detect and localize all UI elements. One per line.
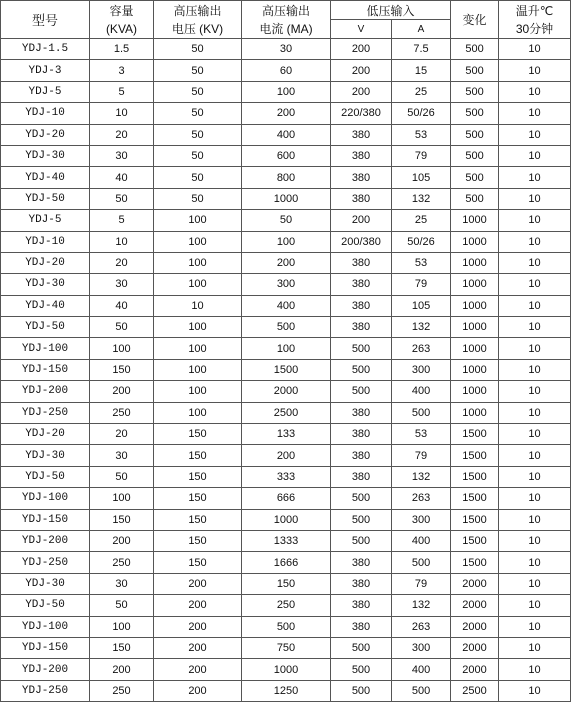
cell-change: 2000	[451, 595, 499, 616]
cell-temp-rise: 10	[499, 231, 571, 252]
cell-lv-current: 132	[392, 317, 451, 338]
cell-change: 1000	[451, 359, 499, 380]
cell-temp-rise: 10	[499, 509, 571, 530]
cell-lv-current: 263	[392, 616, 451, 637]
cell-lv-current: 500	[392, 552, 451, 573]
cell-hv-voltage: 100	[154, 274, 242, 295]
cell-hv-current: 1000	[242, 188, 331, 209]
cell-capacity: 10	[90, 103, 154, 124]
cell-capacity: 150	[90, 637, 154, 658]
cell-model: YDJ-50	[1, 595, 90, 616]
cell-lv-current: 79	[392, 573, 451, 594]
cell-hv-voltage: 50	[154, 39, 242, 60]
cell-change: 2000	[451, 659, 499, 680]
cell-temp-rise: 10	[499, 637, 571, 658]
cell-lv-current: 500	[392, 402, 451, 423]
cell-change: 1000	[451, 274, 499, 295]
cell-hv-current: 300	[242, 274, 331, 295]
cell-temp-rise: 10	[499, 530, 571, 551]
cell-lv-voltage: 380	[331, 424, 392, 445]
table-row	[1, 252, 571, 273]
cell-capacity: 100	[90, 338, 154, 359]
cell-hv-voltage: 100	[154, 338, 242, 359]
cell-temp-rise: 10	[499, 124, 571, 145]
cell-lv-current: 79	[392, 145, 451, 166]
table-row	[1, 680, 571, 701]
cell-capacity: 200	[90, 659, 154, 680]
table-row	[1, 231, 571, 252]
cell-temp-rise: 10	[499, 488, 571, 509]
cell-lv-current: 53	[392, 252, 451, 273]
cell-model: YDJ-30	[1, 573, 90, 594]
cell-model: YDJ-3	[1, 60, 90, 81]
cell-capacity: 40	[90, 295, 154, 316]
cell-lv-current: 25	[392, 210, 451, 231]
cell-model: YDJ-200	[1, 659, 90, 680]
cell-capacity: 30	[90, 274, 154, 295]
cell-temp-rise: 10	[499, 338, 571, 359]
cell-lv-voltage: 500	[331, 338, 392, 359]
cell-temp-rise: 10	[499, 680, 571, 701]
cell-change: 500	[451, 124, 499, 145]
cell-hv-voltage: 150	[154, 466, 242, 487]
cell-change: 1500	[451, 530, 499, 551]
cell-temp-rise: 10	[499, 573, 571, 594]
table-row	[1, 509, 571, 530]
cell-lv-current: 132	[392, 466, 451, 487]
cell-lv-voltage: 380	[331, 595, 392, 616]
cell-capacity: 250	[90, 552, 154, 573]
cell-hv-voltage: 150	[154, 488, 242, 509]
cell-lv-current: 500	[392, 680, 451, 701]
cell-hv-current: 200	[242, 103, 331, 124]
cell-change: 1000	[451, 210, 499, 231]
cell-change: 500	[451, 167, 499, 188]
cell-hv-current: 200	[242, 252, 331, 273]
table-row	[1, 145, 571, 166]
cell-model: YDJ-40	[1, 295, 90, 316]
table-row	[1, 552, 571, 573]
cell-capacity: 20	[90, 124, 154, 145]
table-row	[1, 445, 571, 466]
cell-hv-current: 1333	[242, 530, 331, 551]
cell-capacity: 3	[90, 60, 154, 81]
cell-lv-current: 15	[392, 60, 451, 81]
cell-hv-voltage: 50	[154, 145, 242, 166]
cell-lv-voltage: 380	[331, 466, 392, 487]
table-row	[1, 466, 571, 487]
cell-lv-voltage: 500	[331, 488, 392, 509]
cell-lv-voltage: 380	[331, 573, 392, 594]
cell-hv-voltage: 200	[154, 616, 242, 637]
cell-temp-rise: 10	[499, 274, 571, 295]
cell-change: 500	[451, 39, 499, 60]
cell-capacity: 150	[90, 359, 154, 380]
cell-hv-current: 133	[242, 424, 331, 445]
header-hv-output-current-line1: 高压输出	[261, 3, 310, 18]
cell-lv-current: 53	[392, 124, 451, 145]
cell-temp-rise: 10	[499, 317, 571, 338]
cell-hv-current: 1666	[242, 552, 331, 573]
cell-capacity: 100	[90, 616, 154, 637]
cell-lv-current: 300	[392, 359, 451, 380]
table-row	[1, 359, 571, 380]
cell-hv-voltage: 50	[154, 124, 242, 145]
cell-model: YDJ-50	[1, 188, 90, 209]
table-row	[1, 424, 571, 445]
cell-temp-rise: 10	[499, 381, 571, 402]
cell-capacity: 250	[90, 402, 154, 423]
header-hv-output-voltage-line2: 电压 (KV)	[171, 21, 224, 36]
cell-hv-voltage: 100	[154, 231, 242, 252]
cell-capacity: 20	[90, 424, 154, 445]
cell-hv-current: 500	[242, 616, 331, 637]
cell-lv-current: 263	[392, 338, 451, 359]
cell-lv-voltage: 380	[331, 188, 392, 209]
cell-lv-voltage: 380	[331, 167, 392, 188]
cell-change: 1000	[451, 231, 499, 252]
cell-change: 1500	[451, 466, 499, 487]
cell-change: 1500	[451, 445, 499, 466]
cell-temp-rise: 10	[499, 167, 571, 188]
cell-lv-current: 105	[392, 295, 451, 316]
cell-temp-rise: 10	[499, 616, 571, 637]
cell-hv-current: 60	[242, 60, 331, 81]
cell-change: 500	[451, 81, 499, 102]
table-row	[1, 167, 571, 188]
cell-lv-voltage: 380	[331, 616, 392, 637]
cell-model: YDJ-200	[1, 530, 90, 551]
cell-hv-current: 600	[242, 145, 331, 166]
cell-hv-voltage: 200	[154, 637, 242, 658]
cell-lv-current: 79	[392, 274, 451, 295]
table-row	[1, 659, 571, 680]
cell-capacity: 50	[90, 595, 154, 616]
cell-lv-current: 105	[392, 167, 451, 188]
table-row	[1, 60, 571, 81]
cell-model: YDJ-250	[1, 552, 90, 573]
table-row	[1, 124, 571, 145]
cell-lv-current: 132	[392, 595, 451, 616]
header-capacity-unit: (KVA)	[105, 21, 138, 36]
cell-change: 1500	[451, 552, 499, 573]
cell-hv-voltage: 10	[154, 295, 242, 316]
cell-temp-rise: 10	[499, 659, 571, 680]
cell-hv-current: 750	[242, 637, 331, 658]
cell-lv-current: 50/26	[392, 231, 451, 252]
table-row	[1, 595, 571, 616]
cell-change: 1000	[451, 381, 499, 402]
cell-model: YDJ-100	[1, 338, 90, 359]
cell-lv-voltage: 380	[331, 252, 392, 273]
table-row	[1, 274, 571, 295]
cell-hv-voltage: 100	[154, 252, 242, 273]
table-row	[1, 103, 571, 124]
cell-lv-voltage: 380	[331, 124, 392, 145]
cell-lv-current: 50/26	[392, 103, 451, 124]
cell-hv-current: 800	[242, 167, 331, 188]
cell-lv-current: 25	[392, 81, 451, 102]
cell-hv-current: 2500	[242, 402, 331, 423]
cell-model: YDJ-50	[1, 466, 90, 487]
cell-capacity: 30	[90, 445, 154, 466]
cell-model: YDJ-150	[1, 637, 90, 658]
cell-temp-rise: 10	[499, 60, 571, 81]
cell-model: YDJ-10	[1, 103, 90, 124]
cell-hv-current: 1000	[242, 509, 331, 530]
cell-model: YDJ-50	[1, 317, 90, 338]
cell-hv-current: 30	[242, 39, 331, 60]
cell-hv-voltage: 50	[154, 188, 242, 209]
cell-hv-voltage: 50	[154, 60, 242, 81]
cell-change: 1500	[451, 424, 499, 445]
table-row	[1, 188, 571, 209]
cell-change: 500	[451, 60, 499, 81]
cell-model: YDJ-30	[1, 445, 90, 466]
cell-temp-rise: 10	[499, 188, 571, 209]
cell-model: YDJ-1.5	[1, 39, 90, 60]
cell-model: YDJ-30	[1, 274, 90, 295]
cell-temp-rise: 10	[499, 295, 571, 316]
cell-change: 1500	[451, 509, 499, 530]
table-body	[1, 39, 571, 702]
header-hv-output-voltage-line1: 高压输出	[173, 3, 222, 18]
header-hv-output-current-line2: 电流 (MA)	[259, 21, 313, 36]
cell-change: 1000	[451, 295, 499, 316]
cell-hv-voltage: 50	[154, 167, 242, 188]
header-capacity-label: 容量	[109, 3, 134, 18]
cell-temp-rise: 10	[499, 359, 571, 380]
cell-hv-current: 100	[242, 338, 331, 359]
cell-capacity: 50	[90, 188, 154, 209]
cell-hv-current: 1000	[242, 659, 331, 680]
cell-capacity: 5	[90, 81, 154, 102]
table-row	[1, 381, 571, 402]
cell-hv-current: 500	[242, 317, 331, 338]
cell-hv-current: 1500	[242, 359, 331, 380]
cell-hv-voltage: 150	[154, 552, 242, 573]
cell-hv-voltage: 150	[154, 424, 242, 445]
header-row-top	[1, 1, 571, 20]
cell-capacity: 150	[90, 509, 154, 530]
cell-lv-voltage: 200/380	[331, 231, 392, 252]
cell-lv-voltage: 380	[331, 445, 392, 466]
cell-hv-current: 2000	[242, 381, 331, 402]
cell-model: YDJ-10	[1, 231, 90, 252]
table-row	[1, 39, 571, 60]
cell-lv-voltage: 500	[331, 381, 392, 402]
cell-lv-voltage: 380	[331, 317, 392, 338]
cell-lv-voltage: 220/380	[331, 103, 392, 124]
cell-hv-current: 150	[242, 573, 331, 594]
cell-change: 500	[451, 188, 499, 209]
cell-capacity: 20	[90, 252, 154, 273]
table-row	[1, 210, 571, 231]
cell-lv-voltage: 380	[331, 145, 392, 166]
cell-temp-rise: 10	[499, 39, 571, 60]
cell-lv-voltage: 500	[331, 509, 392, 530]
cell-temp-rise: 10	[499, 424, 571, 445]
cell-change: 1000	[451, 252, 499, 273]
cell-hv-current: 200	[242, 445, 331, 466]
cell-model: YDJ-200	[1, 381, 90, 402]
cell-hv-current: 250	[242, 595, 331, 616]
cell-lv-voltage: 500	[331, 637, 392, 658]
cell-capacity: 50	[90, 466, 154, 487]
header-temp-rise	[499, 1, 571, 39]
table-row	[1, 81, 571, 102]
cell-model: YDJ-20	[1, 252, 90, 273]
cell-hv-voltage: 100	[154, 402, 242, 423]
cell-change: 2000	[451, 573, 499, 594]
cell-lv-current: 79	[392, 445, 451, 466]
cell-lv-voltage: 200	[331, 60, 392, 81]
header-model: 型号	[1, 1, 90, 39]
cell-change: 1500	[451, 488, 499, 509]
cell-hv-current: 400	[242, 124, 331, 145]
header-temp-rise-line1: 温升℃	[515, 3, 554, 18]
cell-lv-voltage: 200	[331, 39, 392, 60]
cell-capacity: 50	[90, 317, 154, 338]
cell-hv-voltage: 200	[154, 680, 242, 701]
cell-model: YDJ-100	[1, 488, 90, 509]
cell-model: YDJ-5	[1, 210, 90, 231]
cell-hv-voltage: 200	[154, 659, 242, 680]
cell-model: YDJ-150	[1, 359, 90, 380]
cell-hv-voltage: 100	[154, 381, 242, 402]
cell-temp-rise: 10	[499, 103, 571, 124]
cell-hv-current: 50	[242, 210, 331, 231]
cell-temp-rise: 10	[499, 466, 571, 487]
cell-model: YDJ-150	[1, 509, 90, 530]
header-lv-input: 低压输入	[331, 1, 451, 20]
cell-model: YDJ-250	[1, 680, 90, 701]
cell-lv-current: 400	[392, 659, 451, 680]
cell-capacity: 5	[90, 210, 154, 231]
header-temp-rise-line2: 30分钟	[515, 21, 554, 36]
cell-hv-voltage: 50	[154, 81, 242, 102]
cell-hv-voltage: 100	[154, 359, 242, 380]
cell-hv-current: 666	[242, 488, 331, 509]
cell-change: 1000	[451, 402, 499, 423]
cell-lv-voltage: 200	[331, 81, 392, 102]
cell-hv-current: 1250	[242, 680, 331, 701]
cell-capacity: 30	[90, 573, 154, 594]
cell-model: YDJ-30	[1, 145, 90, 166]
cell-temp-rise: 10	[499, 402, 571, 423]
cell-capacity: 10	[90, 231, 154, 252]
cell-model: YDJ-100	[1, 616, 90, 637]
cell-lv-current: 300	[392, 637, 451, 658]
cell-lv-current: 132	[392, 188, 451, 209]
cell-temp-rise: 10	[499, 552, 571, 573]
cell-lv-voltage: 500	[331, 659, 392, 680]
cell-temp-rise: 10	[499, 252, 571, 273]
cell-hv-current: 100	[242, 81, 331, 102]
cell-change: 500	[451, 145, 499, 166]
cell-temp-rise: 10	[499, 210, 571, 231]
table-row	[1, 530, 571, 551]
cell-change: 500	[451, 103, 499, 124]
cell-lv-voltage: 380	[331, 274, 392, 295]
cell-lv-current: 400	[392, 530, 451, 551]
table-row	[1, 573, 571, 594]
header-hv-output-voltage	[154, 1, 242, 39]
cell-lv-voltage: 200	[331, 210, 392, 231]
cell-lv-voltage: 380	[331, 402, 392, 423]
table-row	[1, 488, 571, 509]
table-row	[1, 616, 571, 637]
cell-hv-voltage: 100	[154, 317, 242, 338]
cell-hv-voltage: 150	[154, 509, 242, 530]
cell-lv-current: 300	[392, 509, 451, 530]
cell-lv-voltage: 380	[331, 552, 392, 573]
cell-hv-current: 100	[242, 231, 331, 252]
header-change: 变化	[451, 1, 499, 39]
cell-capacity: 200	[90, 381, 154, 402]
header-lv-input-a: A	[392, 20, 451, 39]
cell-hv-voltage: 150	[154, 445, 242, 466]
table-row	[1, 637, 571, 658]
cell-hv-voltage: 100	[154, 210, 242, 231]
cell-hv-voltage: 150	[154, 530, 242, 551]
cell-capacity: 100	[90, 488, 154, 509]
cell-hv-voltage: 50	[154, 103, 242, 124]
cell-capacity: 40	[90, 167, 154, 188]
cell-model: YDJ-20	[1, 424, 90, 445]
cell-temp-rise: 10	[499, 145, 571, 166]
cell-lv-voltage: 500	[331, 530, 392, 551]
cell-capacity: 200	[90, 530, 154, 551]
cell-capacity: 30	[90, 145, 154, 166]
cell-model: YDJ-20	[1, 124, 90, 145]
cell-hv-current: 333	[242, 466, 331, 487]
table-row	[1, 338, 571, 359]
cell-lv-current: 7.5	[392, 39, 451, 60]
cell-change: 2500	[451, 680, 499, 701]
cell-capacity: 250	[90, 680, 154, 701]
cell-lv-current: 263	[392, 488, 451, 509]
cell-model: YDJ-40	[1, 167, 90, 188]
cell-change: 1000	[451, 317, 499, 338]
cell-model: YDJ-5	[1, 81, 90, 102]
cell-capacity: 1.5	[90, 39, 154, 60]
cell-change: 2000	[451, 637, 499, 658]
cell-hv-voltage: 200	[154, 595, 242, 616]
cell-model: YDJ-250	[1, 402, 90, 423]
table-row	[1, 402, 571, 423]
cell-lv-current: 400	[392, 381, 451, 402]
table-row	[1, 295, 571, 316]
cell-lv-voltage: 380	[331, 295, 392, 316]
cell-temp-rise: 10	[499, 445, 571, 466]
table-row	[1, 317, 571, 338]
cell-change: 1000	[451, 338, 499, 359]
cell-change: 2000	[451, 616, 499, 637]
header-hv-output-current	[242, 1, 331, 39]
cell-lv-voltage: 500	[331, 680, 392, 701]
cell-temp-rise: 10	[499, 595, 571, 616]
header-capacity	[90, 1, 154, 39]
cell-lv-current: 53	[392, 424, 451, 445]
header-lv-input-v: V	[331, 20, 392, 39]
cell-hv-voltage: 200	[154, 573, 242, 594]
cell-temp-rise: 10	[499, 81, 571, 102]
cell-hv-current: 400	[242, 295, 331, 316]
cell-lv-voltage: 500	[331, 359, 392, 380]
